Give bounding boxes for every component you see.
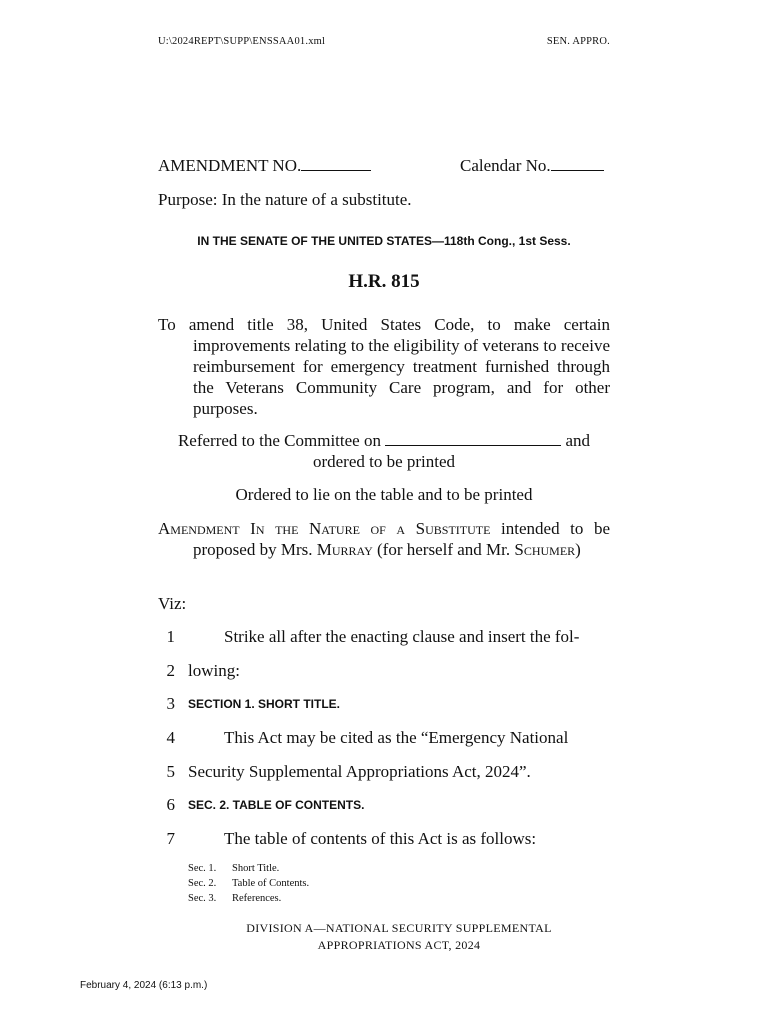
line-text: Security Supplemental Appropriations Act, 2024”. bbox=[188, 762, 531, 781]
line-text: Strike all after the enacting clause and insert the fol- bbox=[224, 627, 580, 646]
title-to: To bbox=[158, 315, 176, 334]
file-path: U:\2024REPT\SUPP\ENSSAA01.xml bbox=[158, 36, 326, 47]
division-line-2: APPROPRIATIONS ACT, 2024 bbox=[317, 938, 481, 952]
numbered-line-6 bbox=[155, 795, 615, 815]
line-number: 4 bbox=[166, 728, 175, 747]
toc-entry: Sec. 1. Short Title. bbox=[188, 863, 280, 874]
bill-number: H.R. 815 bbox=[348, 271, 420, 292]
referred-line bbox=[158, 431, 610, 451]
amendment-number-line bbox=[158, 156, 371, 176]
line-number: 1 bbox=[166, 627, 175, 646]
line-text: The table of contents of this Act is as follows: bbox=[224, 829, 537, 848]
numbered-line-1 bbox=[155, 627, 615, 647]
amendment-label: AMENDMENT NO. bbox=[158, 156, 302, 175]
line-number: 7 bbox=[166, 829, 175, 848]
division-line-1: DIVISION A—NATIONAL SECURITY SUPPLEMENTAL bbox=[246, 921, 552, 935]
calendar-label: Calendar No. bbox=[460, 156, 551, 175]
line-number: 2 bbox=[166, 661, 175, 680]
viz-label: Viz: bbox=[158, 594, 187, 613]
ains-for: (for herself and Mr. bbox=[377, 540, 511, 559]
calendar-number-line bbox=[460, 156, 604, 176]
division-heading bbox=[188, 920, 610, 954]
numbered-line-4 bbox=[155, 728, 615, 748]
line-text: lowing: bbox=[188, 661, 240, 680]
line-number: 3 bbox=[166, 694, 175, 713]
line-number: 6 bbox=[166, 795, 175, 814]
numbered-line-5 bbox=[155, 762, 615, 782]
ordered-line: Ordered to lie on the table and to be printed bbox=[235, 485, 533, 504]
ains-heading: Amendment In the Nature of a Substitute bbox=[158, 519, 491, 538]
committee-label: SEN. APPRO. bbox=[546, 36, 610, 47]
purpose-line: Purpose: In the nature of a substitute. bbox=[158, 190, 412, 209]
ains-intended: intended to be proposed by Mrs. bbox=[193, 519, 610, 559]
ains-cosponsor: Schumer bbox=[514, 540, 576, 559]
referred-and: and bbox=[565, 431, 591, 450]
footer-timestamp: February 4, 2024 (6:13 p.m.) bbox=[80, 980, 208, 991]
toc-entry: Sec. 3. References. bbox=[188, 893, 282, 904]
senate-line: IN THE SENATE OF THE UNITED STATES—118th Cong., 1st Sess. bbox=[197, 234, 571, 248]
referred-prefix: Referred to the Committee on bbox=[177, 431, 381, 450]
numbered-line-2 bbox=[155, 661, 615, 681]
referred-line-2: ordered to be printed bbox=[312, 452, 456, 471]
section-heading: SEC. 2. TABLE OF CONTENTS. bbox=[188, 798, 365, 812]
bill-title bbox=[158, 314, 610, 419]
calendar-number-blank bbox=[551, 156, 604, 171]
amendment-number-blank bbox=[301, 156, 371, 171]
ains-sponsor: Murray bbox=[316, 540, 373, 559]
title-text: amend title 38, United States Code, to make certain improvements relating to the eligibility of veterans to receive reimbursement for emergency treatment furnished through the Veterans Community Care program, and for other purposes. bbox=[188, 315, 611, 418]
committee-blank bbox=[385, 431, 561, 446]
numbered-line-7 bbox=[155, 829, 615, 849]
ains-close: ) bbox=[575, 540, 581, 559]
line-text: This Act may be cited as the “Emergency National bbox=[224, 728, 569, 747]
ains-paragraph bbox=[158, 518, 610, 560]
toc-entry: Sec. 2. Table of Contents. bbox=[188, 878, 310, 889]
section-heading: SECTION 1. SHORT TITLE. bbox=[188, 697, 341, 711]
toc-list bbox=[188, 861, 309, 906]
line-number: 5 bbox=[166, 762, 175, 781]
numbered-line-3 bbox=[155, 694, 615, 714]
